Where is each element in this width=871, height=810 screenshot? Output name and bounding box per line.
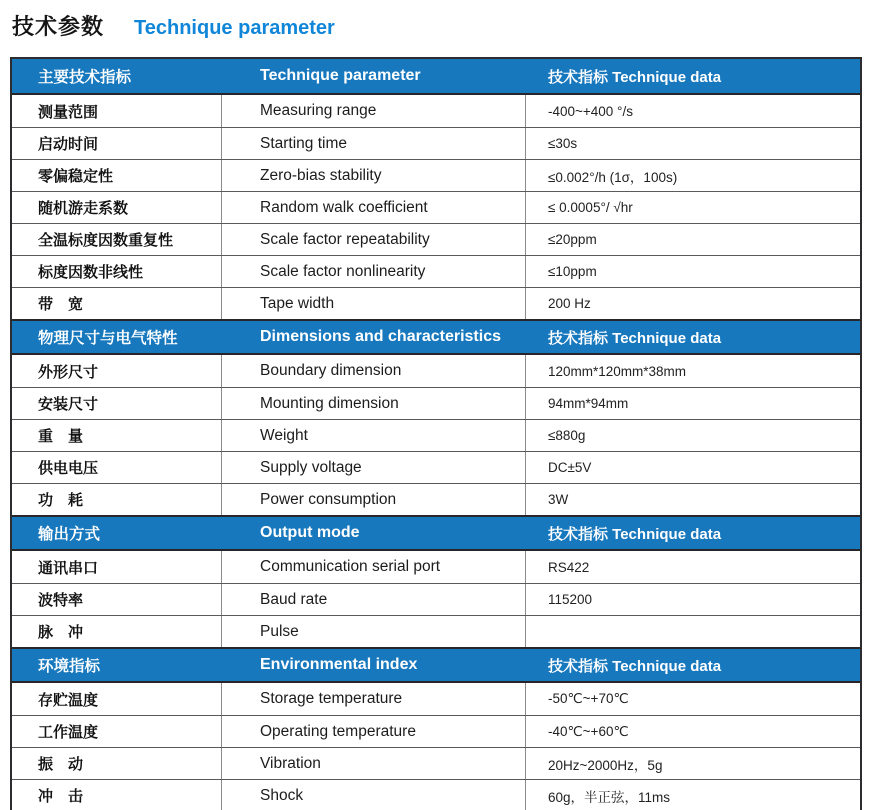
row-label-en: Shock <box>222 780 526 810</box>
row-value: ≤0.002°/h (1σ，100s) <box>548 169 678 185</box>
row-label-en: Random walk coefficient <box>222 192 526 223</box>
row-label-zh: 带 宽 <box>12 288 222 319</box>
table-row <box>12 159 860 191</box>
row-value: ≤20ppm <box>548 232 597 247</box>
table-row <box>12 95 860 127</box>
row-value: ≤880g <box>548 428 586 443</box>
row-value: ≤ 0.0005°/ √hr <box>548 200 633 215</box>
section-data-col-label: 技术指标 Technique data <box>548 525 722 543</box>
row-label-en: Tape width <box>222 288 526 319</box>
row-value <box>526 616 860 647</box>
page-title-en: Technique parameter <box>134 17 335 39</box>
row-label-zh: 测量范围 <box>12 95 222 127</box>
row-label-en: Vibration <box>222 748 526 779</box>
section-title-en: Output mode <box>260 524 360 541</box>
table-row <box>12 483 860 515</box>
row-label-zh: 安装尺寸 <box>12 388 222 419</box>
row-label-zh: 振 动 <box>12 748 222 779</box>
row-label-en: Power consumption <box>222 484 526 515</box>
row-value: ≤30s <box>548 136 578 151</box>
row-label-zh: 功 耗 <box>12 484 222 515</box>
table-row <box>12 747 860 779</box>
row-value: 200 Hz <box>548 296 591 311</box>
row-label-en: Supply voltage <box>222 452 526 483</box>
table-row <box>12 127 860 159</box>
row-value: DC±5V <box>548 460 592 475</box>
row-value: 60g，半正弦，11ms <box>548 789 671 805</box>
row-label-zh: 存贮温度 <box>12 683 222 715</box>
table-row <box>12 355 860 387</box>
section-data-col-label: 技术指标 Technique data <box>548 329 722 347</box>
section-title-en: Dimensions and characteristics <box>260 328 501 345</box>
section-title-en: Technique parameter <box>260 67 421 84</box>
row-value: 3W <box>548 492 569 507</box>
table-row <box>12 683 860 715</box>
table-row <box>12 451 860 483</box>
row-value: -50℃~+70℃ <box>548 691 629 706</box>
row-label-zh: 供电电压 <box>12 452 222 483</box>
row-label-en: Scale factor nonlinearity <box>222 256 526 287</box>
table-row <box>12 715 860 747</box>
table-row <box>12 583 860 615</box>
row-value: 115200 <box>548 592 593 607</box>
section-title-zh: 主要技术指标 <box>38 69 132 86</box>
parameter-table <box>10 57 862 810</box>
row-value: ≤10ppm <box>548 264 597 279</box>
row-label-zh: 冲 击 <box>12 780 222 810</box>
section-data-col-label: 技术指标 Technique data <box>548 68 722 86</box>
row-value: -400~+400 °/s <box>548 103 633 119</box>
section-data-col-label: 技术指标 Technique data <box>548 657 722 675</box>
row-value: 120mm*120mm*38mm <box>548 363 687 379</box>
section-title-zh: 输出方式 <box>38 526 101 543</box>
page-title <box>10 10 862 48</box>
row-label-en: Mounting dimension <box>222 388 526 419</box>
table-row <box>12 255 860 287</box>
row-label-en: Communication serial port <box>222 551 526 583</box>
table-row <box>12 615 860 647</box>
row-label-zh: 启动时间 <box>12 128 222 159</box>
row-value: 20Hz~2000Hz，5g <box>548 757 663 773</box>
row-label-en: Operating temperature <box>222 716 526 747</box>
row-label-zh: 全温标度因数重复性 <box>12 224 222 255</box>
section-title-en: Environmental index <box>260 656 418 673</box>
row-label-zh: 标度因数非线性 <box>12 256 222 287</box>
table-row <box>12 387 860 419</box>
row-value: RS422 <box>548 559 590 575</box>
row-label-zh: 工作温度 <box>12 716 222 747</box>
table-row <box>12 191 860 223</box>
row-label-zh: 随机游走系数 <box>12 192 222 223</box>
section-header-row <box>12 647 860 683</box>
row-label-en: Storage temperature <box>222 683 526 715</box>
row-label-en: Boundary dimension <box>222 355 526 387</box>
row-label-zh: 零偏稳定性 <box>12 160 222 191</box>
row-label-zh: 波特率 <box>12 584 222 615</box>
row-value: 94mm*94mm <box>548 396 629 411</box>
row-value: -40℃~+60℃ <box>548 723 629 739</box>
table-row <box>12 779 860 810</box>
row-label-en: Starting time <box>222 128 526 159</box>
row-label-en: Baud rate <box>222 584 526 615</box>
row-label-en: Scale factor repeatability <box>222 224 526 255</box>
table-row <box>12 223 860 255</box>
table-row <box>12 287 860 319</box>
row-label-zh: 通讯串口 <box>12 551 222 583</box>
section-header-row <box>12 59 860 95</box>
row-label-en: Measuring range <box>222 95 526 127</box>
section-title-zh: 环境指标 <box>38 658 101 675</box>
section-header-row <box>12 515 860 551</box>
row-label-zh: 重 量 <box>12 420 222 451</box>
row-label-en: Pulse <box>222 616 526 647</box>
section-header-row <box>12 319 860 355</box>
table-row <box>12 551 860 583</box>
page-title-zh: 技术参数 <box>12 14 105 39</box>
row-label-en: Zero-bias stability <box>222 160 526 191</box>
table-row <box>12 419 860 451</box>
row-label-en: Weight <box>222 420 526 451</box>
section-title-zh: 物理尺寸与电气特性 <box>38 330 178 347</box>
row-label-zh: 脉 冲 <box>12 616 222 647</box>
row-label-zh: 外形尺寸 <box>12 355 222 387</box>
